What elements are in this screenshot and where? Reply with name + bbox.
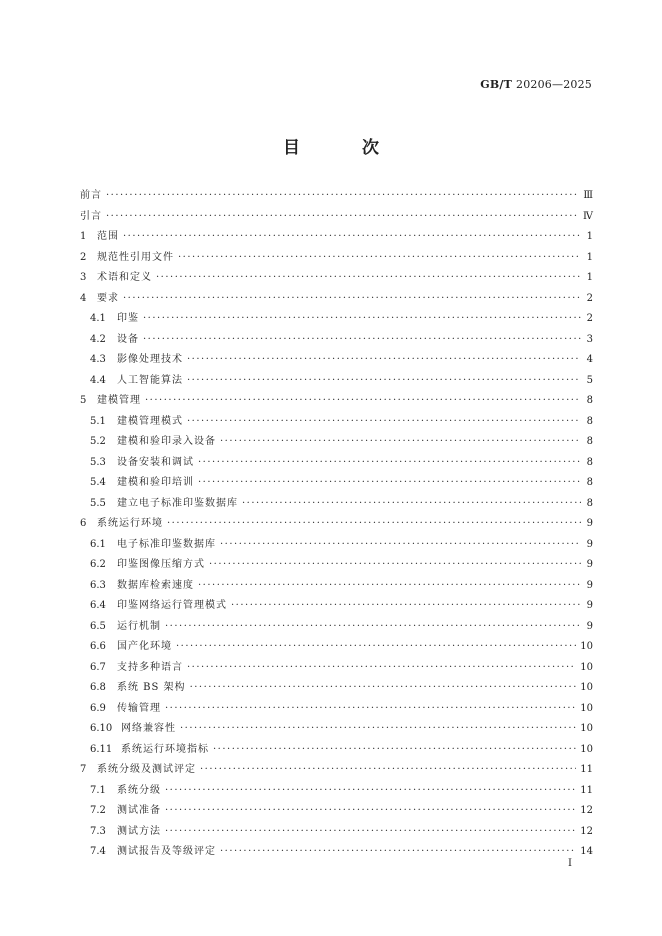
toc-entry[interactable] (80, 760, 593, 781)
toc-entry-label: 测试方法 (117, 825, 161, 837)
toc-leader-dots (165, 699, 576, 720)
toc-entry-number: 6.9 (90, 702, 106, 714)
toc-entry-number: 6.6 (90, 641, 106, 652)
toc-leader-dots (156, 268, 581, 289)
toc-entry[interactable] (80, 371, 593, 392)
toc-entry-label: 网络兼容性 (121, 723, 176, 734)
toc-leader-dots (187, 371, 581, 392)
toc-entry[interactable] (80, 494, 593, 515)
toc-entry-page: 5 (586, 374, 593, 386)
toc-entry-page: 10 (580, 743, 593, 755)
toc-entry-page: 11 (580, 764, 593, 775)
toc-entry-number: 1 (80, 231, 87, 242)
table-of-contents (80, 186, 593, 863)
toc-entry-page: 12 (580, 805, 593, 816)
toc-entry-number: 4 (80, 292, 87, 304)
toc-entry-label: 测试准备 (117, 805, 161, 816)
toc-entry-number: 6.2 (90, 559, 106, 570)
toc-entry-label: 建模管理 (97, 395, 141, 406)
toc-leader-dots (198, 453, 581, 474)
toc-entry-label: 设备安装和调试 (117, 456, 194, 468)
toc-entry-number: 7.3 (90, 825, 106, 837)
toc-leader-dots (198, 473, 581, 494)
toc-entry-number: 6.3 (90, 579, 106, 591)
toc-entry[interactable] (80, 473, 593, 494)
toc-entry-label: 引言 (80, 210, 102, 222)
toc-entry-page: Ⅳ (583, 210, 593, 222)
toc-leader-dots (200, 760, 576, 781)
toc-entry-label: 要求 (97, 292, 119, 304)
toc-entry-page: 10 (580, 723, 593, 734)
toc-entry-label: 测试报告及等级评定 (117, 846, 216, 857)
toc-leader-dots (220, 535, 581, 556)
toc-entry-page: 12 (580, 825, 593, 837)
toc-entry-label: 系统运行环境指标 (121, 743, 209, 755)
toc-entry-page: 1 (586, 251, 593, 263)
toc-entry-number: 7.4 (90, 846, 106, 857)
toc-leader-dots (143, 309, 581, 330)
toc-entry[interactable] (80, 248, 593, 269)
toc-entry-label: 建立电子标准印鉴数据库 (117, 497, 238, 509)
toc-entry-page: 8 (586, 477, 593, 488)
toc-leader-dots (209, 555, 581, 576)
toc-entry[interactable] (80, 801, 593, 822)
toc-entry-label: 规范性引用文件 (97, 251, 174, 263)
toc-entry-page: 8 (586, 456, 593, 468)
toc-leader-dots (106, 186, 579, 207)
toc-entry-page: 3 (586, 333, 593, 345)
toc-entry[interactable] (80, 781, 593, 802)
toc-entry-page: 1 (586, 231, 593, 242)
toc-entry-number: 7 (80, 764, 87, 775)
toc-entry-page: 2 (586, 292, 593, 304)
toc-leader-dots (220, 432, 581, 453)
document-code (480, 78, 592, 91)
toc-entry-number: 6.5 (90, 620, 106, 632)
toc-entry-number: 4.4 (90, 374, 106, 386)
toc-entry-page: 9 (586, 518, 593, 529)
toc-leader-dots (187, 350, 581, 371)
toc-entry-page: 9 (586, 538, 593, 550)
toc-leader-dots (165, 801, 576, 822)
toc-entry-page: 14 (580, 846, 593, 857)
toc-entry-number: 4.3 (90, 354, 106, 365)
toc-entry-page: 4 (586, 354, 593, 365)
toc-entry[interactable] (80, 617, 593, 638)
toc-leader-dots (165, 617, 581, 638)
toc-entry-page: 11 (580, 784, 593, 796)
toc-entry-label: 人工智能算法 (117, 374, 183, 386)
toc-entry-label: 电子标准印鉴数据库 (117, 538, 216, 550)
toc-leader-dots (178, 248, 581, 269)
toc-entry-number: 6 (80, 518, 87, 529)
toc-entry-number: 6.8 (90, 682, 106, 693)
toc-entry-label: 前言 (80, 190, 102, 201)
toc-entry-number: 6.10 (90, 723, 113, 734)
toc-entry-number: 2 (80, 251, 87, 263)
toc-entry-page: 9 (586, 559, 593, 570)
toc-leader-dots (180, 719, 576, 740)
toc-entry-page: 10 (580, 661, 593, 673)
toc-entry-label: 印鉴 (117, 313, 139, 324)
toc-entry[interactable] (80, 637, 593, 658)
toc-leader-dots (213, 740, 576, 761)
toc-leader-dots (220, 842, 576, 863)
toc-entry-page: 8 (586, 436, 593, 447)
toc-leader-dots (145, 391, 581, 412)
toc-entry-label: 系统分级 (117, 784, 161, 796)
page-number: I (568, 858, 572, 869)
toc-leader-dots (190, 678, 577, 699)
toc-entry[interactable] (80, 514, 593, 535)
toc-entry-number: 5.3 (90, 456, 106, 468)
document-code-number: 20206—2025 (516, 78, 592, 91)
toc-entry-number: 4.2 (90, 333, 106, 345)
toc-leader-dots (106, 207, 579, 228)
toc-entry-number: 4.1 (90, 313, 106, 324)
toc-leader-dots (198, 576, 581, 597)
toc-entry[interactable] (80, 309, 593, 330)
toc-entry[interactable] (80, 699, 593, 720)
page-title: 目 次 (283, 138, 407, 158)
toc-entry-page: 8 (586, 395, 593, 406)
toc-entry[interactable] (80, 391, 593, 412)
toc-entry-number: 6.4 (90, 600, 106, 611)
toc-entry-label: 国产化环境 (117, 641, 172, 652)
toc-entry-number: 7.1 (90, 784, 106, 796)
toc-entry-label: 术语和定义 (97, 272, 152, 283)
toc-entry-number: 5.1 (90, 415, 106, 427)
toc-entry-page: 10 (580, 682, 593, 693)
toc-entry-page: 9 (586, 579, 593, 591)
toc-entry[interactable] (80, 555, 593, 576)
toc-entry[interactable] (80, 453, 593, 474)
toc-entry-label: 建模和验印培训 (117, 477, 194, 488)
toc-leader-dots (242, 494, 581, 515)
toc-entry-number: 3 (80, 272, 87, 283)
toc-leader-dots (187, 658, 576, 679)
toc-entry-page: 10 (580, 641, 593, 652)
toc-entry-number: 6.7 (90, 661, 106, 673)
toc-entry-label: 支持多种语言 (117, 661, 183, 673)
toc-entry-label: 传输管理 (117, 702, 161, 714)
toc-entry[interactable] (80, 596, 593, 617)
toc-entry[interactable] (80, 740, 593, 761)
toc-entry-label: 系统分级及测试评定 (97, 764, 196, 775)
toc-entry-page: 8 (586, 497, 593, 509)
toc-entry[interactable] (80, 186, 593, 207)
toc-entry-label: 数据库检索速度 (117, 579, 194, 591)
toc-entry-label: 印鉴图像压缩方式 (117, 559, 205, 570)
toc-entry[interactable] (80, 227, 593, 248)
toc-entry-page: 8 (586, 415, 593, 427)
toc-entry[interactable] (80, 268, 593, 289)
toc-entry[interactable] (80, 842, 593, 863)
toc-entry-label: 建模管理模式 (117, 415, 183, 427)
toc-entry-number: 5.5 (90, 497, 106, 509)
toc-entry-page: 9 (586, 600, 593, 611)
toc-leader-dots (165, 822, 576, 843)
toc-leader-dots (165, 781, 576, 802)
toc-entry-number: 6.1 (90, 538, 106, 550)
toc-leader-dots (176, 637, 576, 658)
toc-entry-number: 5.4 (90, 477, 106, 488)
toc-entry[interactable] (80, 576, 593, 597)
toc-entry-number: 5 (80, 395, 87, 406)
toc-entry-page: 9 (586, 620, 593, 632)
toc-entry-label: 影像处理技术 (117, 354, 183, 365)
toc-entry[interactable] (80, 330, 593, 351)
toc-leader-dots (187, 412, 581, 433)
toc-entry-page: 10 (580, 702, 593, 714)
toc-leader-dots (167, 514, 581, 535)
toc-leader-dots (123, 289, 581, 310)
toc-entry-number: 6.11 (90, 743, 113, 755)
toc-entry-number: 7.2 (90, 805, 106, 816)
toc-entry[interactable] (80, 678, 593, 699)
toc-entry-label: 范围 (97, 231, 119, 242)
toc-entry-label: 系统运行环境 (97, 518, 163, 529)
toc-entry[interactable] (80, 350, 593, 371)
toc-entry-label: 系统 BS 架构 (117, 682, 186, 693)
toc-entry-label: 运行机制 (117, 620, 161, 632)
toc-entry-page: 1 (586, 272, 593, 283)
toc-entry[interactable] (80, 432, 593, 453)
toc-entry-label: 设备 (117, 333, 139, 345)
toc-entry-label: 建模和验印录入设备 (117, 436, 216, 447)
toc-leader-dots (123, 227, 581, 248)
toc-entry-page: Ⅲ (583, 190, 593, 201)
toc-entry[interactable] (80, 719, 593, 740)
document-code-prefix: GB/T (480, 78, 512, 91)
toc-entry-number: 5.2 (90, 436, 106, 447)
toc-entry[interactable] (80, 535, 593, 556)
toc-entry-page: 2 (586, 313, 593, 324)
toc-entry[interactable] (80, 822, 593, 843)
toc-entry[interactable] (80, 658, 593, 679)
toc-leader-dots (143, 330, 581, 351)
toc-entry[interactable] (80, 289, 593, 310)
toc-entry-label: 印鉴网络运行管理模式 (117, 600, 227, 611)
toc-entry[interactable] (80, 207, 593, 228)
toc-leader-dots (231, 596, 581, 617)
toc-entry[interactable] (80, 412, 593, 433)
